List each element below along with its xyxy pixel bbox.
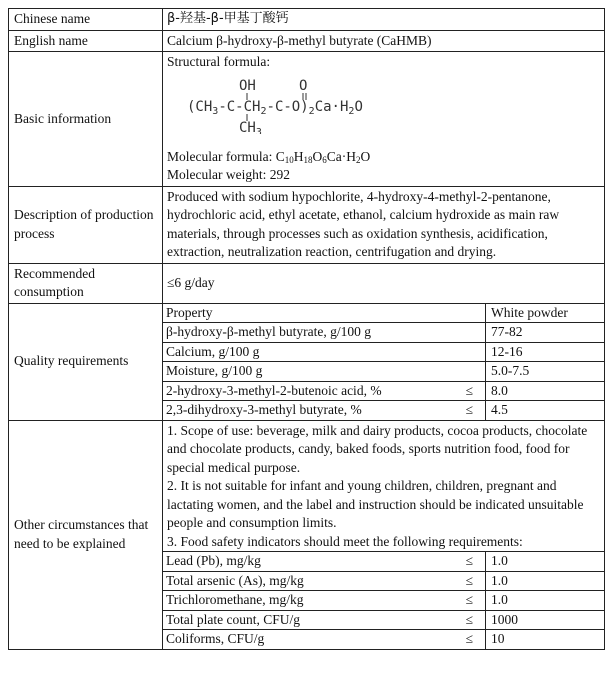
production-text: Produced with sodium hypochlorite, 4-hydroxy-4-methyl-2-pentanone, hydrochloric acid, ethyl acetate, ethanol, calcium hydroxide as main raw materials, through processes such as oxidation synthesis, acidification, extraction, neutralization reaction, centrifugation and drying. bbox=[163, 186, 605, 263]
chinese-name-label: Chinese name bbox=[9, 9, 163, 31]
table-row bbox=[163, 630, 604, 649]
chinese-name-value: β-羟基-β-甲基丁酸钙 bbox=[163, 9, 605, 31]
row-name bbox=[163, 342, 486, 362]
formula-oh: OH bbox=[239, 77, 256, 94]
row-comparator: ≤ bbox=[465, 631, 473, 646]
row-value: 1.0 bbox=[486, 591, 605, 611]
row-value: 4.5 bbox=[486, 401, 605, 420]
row-value: 12-16 bbox=[486, 342, 605, 362]
row-name bbox=[163, 381, 486, 401]
row-name-text: 2,3-dihydroxy-3-methyl butyrate, % bbox=[166, 402, 362, 417]
molecular-formula: Molecular formula: $C_{10}H_{18}O_6Ca\cdot H_2O$ bbox=[167, 148, 371, 165]
row-name bbox=[163, 571, 486, 591]
row-value: 1.0 bbox=[486, 552, 605, 572]
row-comparator bbox=[473, 343, 485, 362]
row-chinese-name bbox=[9, 9, 605, 31]
quality-table bbox=[163, 304, 604, 420]
structural-formula-label: Structural formula: bbox=[167, 54, 271, 69]
row-comparator: ≤ bbox=[465, 572, 473, 588]
other-paragraph-2: 2. It is not suitable for infant and young children, children, pregnant and lactating women, and the label and instruction should be indicated unsuitable people and consumption limits. bbox=[167, 478, 584, 530]
row-recommended-consumption bbox=[9, 263, 605, 303]
row-name bbox=[163, 401, 486, 420]
table-row bbox=[163, 591, 604, 611]
row-comparator: ≤ bbox=[465, 553, 473, 568]
row-value: White powder bbox=[486, 304, 605, 323]
row-name-text: Lead (Pb), mg/kg bbox=[166, 553, 261, 568]
row-name-text: Moisture, g/100 g bbox=[166, 363, 263, 378]
quality-table-cell bbox=[163, 303, 605, 420]
row-name bbox=[163, 304, 486, 323]
row-name bbox=[163, 323, 486, 343]
other-paragraph-3: 3. Food safety indicators should meet the following requirements: bbox=[167, 533, 523, 549]
table-row bbox=[163, 552, 604, 572]
row-name bbox=[163, 362, 486, 382]
basic-info-value bbox=[163, 52, 605, 187]
row-name-text: Trichloromethane, mg/kg bbox=[166, 592, 304, 607]
row-comparator bbox=[473, 323, 485, 342]
formula-o-top: O bbox=[299, 77, 308, 94]
row-name-text: Coliforms, CFU/g bbox=[166, 631, 265, 646]
consumption-label: Recommended consumption bbox=[9, 263, 163, 303]
other-cell bbox=[163, 420, 605, 649]
row-name-text: β-hydroxy-β-methyl butyrate, g/100 g bbox=[166, 324, 371, 339]
row-comparator: ≤ bbox=[465, 611, 473, 627]
row-production-process bbox=[9, 186, 605, 263]
row-name-text: Total plate count, CFU/g bbox=[166, 611, 301, 627]
row-comparator bbox=[473, 304, 485, 323]
table-row bbox=[163, 401, 604, 420]
table-row bbox=[163, 571, 604, 591]
table-row bbox=[163, 610, 604, 630]
quality-label: Quality requirements bbox=[9, 303, 163, 420]
row-name-text: 2-hydroxy-3-methyl-2-butenoic acid, % bbox=[166, 382, 382, 398]
molecular-weight: Molecular weight: 292 bbox=[167, 167, 290, 182]
basic-info-label: Basic information bbox=[9, 52, 163, 187]
row-value: 77-82 bbox=[486, 323, 605, 343]
formula-ch3: $CH_3$ bbox=[239, 119, 262, 134]
row-name-text: Calcium, g/100 g bbox=[166, 343, 260, 359]
row-value: 10 bbox=[486, 630, 605, 649]
table-row bbox=[163, 342, 604, 362]
row-comparator bbox=[473, 362, 485, 381]
row-value: 1000 bbox=[486, 610, 605, 630]
row-quality-requirements bbox=[9, 303, 605, 420]
row-basic-information bbox=[9, 52, 605, 187]
row-name bbox=[163, 630, 486, 649]
row-name-text: Total arsenic (As), mg/kg bbox=[166, 572, 304, 588]
table-row bbox=[163, 304, 604, 323]
row-english-name bbox=[9, 30, 605, 52]
table-row bbox=[163, 362, 604, 382]
row-name-text: Property bbox=[166, 304, 213, 320]
row-name bbox=[163, 591, 486, 611]
row-comparator: ≤ bbox=[465, 592, 473, 607]
formula-main: $(CH_3-C-CH_2-C-O)_2Ca\cdot H_2O$ bbox=[187, 98, 363, 117]
other-label: Other circumstances that need to be explained bbox=[9, 420, 163, 649]
row-value: 8.0 bbox=[486, 381, 605, 401]
row-comparator: ≤ bbox=[465, 382, 473, 398]
other-paragraph-1: 1. Scope of use: beverage, milk and dairy products, cocoa products, chocolate and chocolate products, candy, baked foods, sports nutrition food, food for special medical purpose. bbox=[167, 422, 588, 475]
specification-table bbox=[8, 8, 605, 650]
table-row bbox=[163, 323, 604, 343]
table-row bbox=[163, 381, 604, 401]
row-other-circumstances bbox=[9, 420, 605, 649]
food-safety-table bbox=[163, 551, 604, 649]
english-name-label: English name bbox=[9, 30, 163, 52]
row-value: 1.0 bbox=[486, 571, 605, 591]
row-value: 5.0-7.5 bbox=[486, 362, 605, 382]
structural-formula-image bbox=[187, 76, 447, 134]
consumption-value: ≤6 g/day bbox=[163, 263, 605, 303]
row-comparator: ≤ bbox=[465, 402, 473, 417]
production-label: Description of production process bbox=[9, 186, 163, 263]
row-name bbox=[163, 610, 486, 630]
row-name bbox=[163, 552, 486, 572]
english-name-value: Calcium β-hydroxy-β-methyl butyrate (CaHMB) bbox=[163, 30, 605, 52]
